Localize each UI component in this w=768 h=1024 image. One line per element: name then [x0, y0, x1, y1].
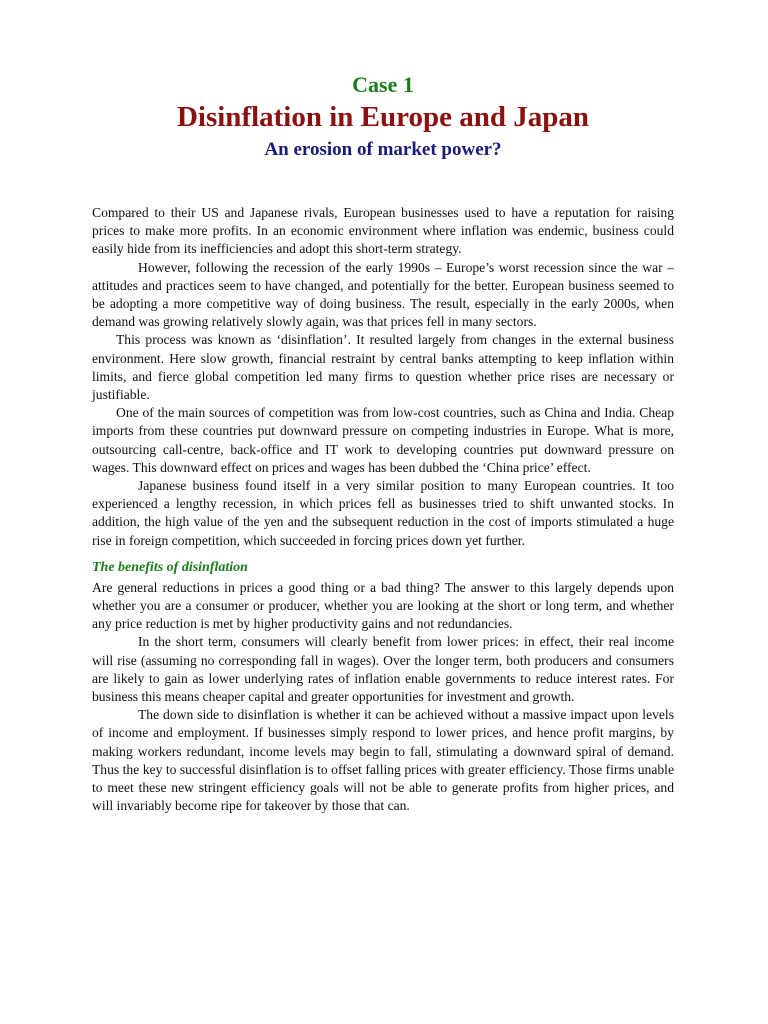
paragraph-disinflation: This process was known as ‘disinflation’. It resulted largely from changes in the external business environment. Here slow growth, financial restraint by central banks attempting to keep inflation within limits, and fierce global competition led many firms to question whether price rises are necessary or justifiable.	[92, 332, 674, 403]
paragraph-intro: Compared to their US and Japanese rivals, European businesses used to have a reputation for raising prices to make more profits. In an economic environment where inflation was endemic, business could easily hide from its inefficiencies and adopt this short-term strategy.	[92, 205, 674, 257]
section-heading-benefits: The benefits of disinflation	[92, 559, 248, 575]
document-page	[92, 72, 674, 816]
paragraph-competition: One of the main sources of competition was from low-cost countries, such as China and India. Cheap imports from these countries put downward pressure on competing industries in Europe. What is more, outsourcing call-centre, back-office and IT work to developing countries put downward pressure on wages. This downward effect on prices and wages has been dubbed the ‘China price’ effect.	[92, 405, 674, 475]
paragraph-good-or-bad: Are general reductions in prices a good thing or a bad thing? The answer to this largely depends upon whether you are a consumer or producer, whether you are looking at the short or long term, and whether any price reduction is met by higher productivity gains and not redundancies.	[92, 579, 674, 632]
paragraph-down-side: The down side to disinflation is whether it can be achieved without a massive impact upon levels of income and employment. If businesses simply respond to lower prices, and hence profit margins, by making workers redundant, income levels may begin to fall, stimulating a downward spiral of demand. Thus the key to successful disinflation is to offset falling prices with greater efficiency. Those firms unable to meet these new stringent efficiency goals will not be able to generate profits from higher prices, and will invariably become ripe for takeover by those that can.	[92, 707, 674, 814]
case-label: Case 1	[352, 72, 414, 97]
paragraph-recession: However, following the recession of the early 1990s – Europe’s worst recession since the war – attitudes and practices seem to have changed, and potentially for the better. European business seemed to be adopting a more competitive way of doing business. The result, especially in the early 2000s, when demand was growing relatively slowly again, was that prices fell in many sectors.	[92, 259, 674, 330]
article-body	[92, 204, 674, 816]
page-title: Disinflation in Europe and Japan	[176, 101, 590, 133]
paragraph-short-term: In the short term, consumers will clearly benefit from lower prices: in effect, their real income will rise (assuming no corresponding fall in wages). Over the longer term, both producers and consumers are likely to gain as lower underlying rates of inflation enable governments to reduce interest rates. For business this means cheaper capital and greater opportunities for investment and growth.	[92, 634, 674, 705]
paragraph-japan: Japanese business found itself in a very similar position to many European countries. It too experienced a lengthy recession, in which prices fell as businesses tried to shift unwanted stocks. In addition, the high value of the yen and the subsequent reduction in the cost of imports stimulated a huge rise in foreign competition, which succeeded in forcing prices down yet further.	[92, 478, 674, 548]
page-subtitle: An erosion of market power?	[264, 139, 502, 160]
